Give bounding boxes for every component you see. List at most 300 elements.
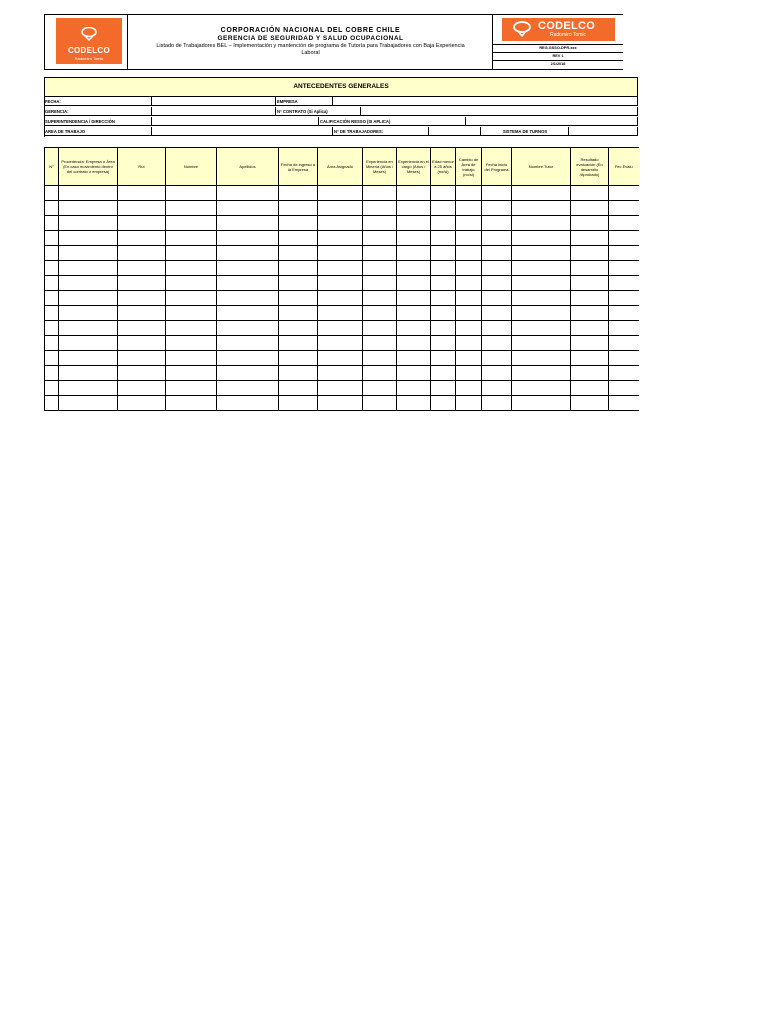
table-cell[interactable] [482, 306, 512, 321]
table-row [45, 201, 639, 216]
col-header-experiencia-mineria: Experiencia en Minería (Años / Meses) [363, 148, 397, 186]
table-cell[interactable] [431, 351, 456, 366]
table-cell[interactable] [609, 366, 639, 381]
logo-sub-text: Radomiro Tomic [550, 32, 587, 38]
table-cell[interactable] [45, 186, 59, 201]
table-cell[interactable] [45, 216, 59, 231]
field-contrato[interactable] [361, 107, 638, 116]
label-gerencia: GERENCIA: [44, 107, 152, 116]
table-cell[interactable] [456, 351, 482, 366]
col-header-numero: N° [45, 148, 59, 186]
table-cell[interactable] [482, 186, 512, 201]
table-cell[interactable] [397, 336, 431, 351]
form-left-border [44, 97, 45, 137]
table-cell[interactable] [279, 216, 318, 231]
table-row [45, 291, 639, 306]
table-cell[interactable] [166, 321, 217, 336]
table-cell[interactable] [59, 261, 118, 276]
table-cell[interactable] [318, 366, 363, 381]
corporation-title: CORPORACIÓN NACIONAL DEL COBRE CHILE [220, 27, 401, 34]
form-row [44, 117, 638, 126]
table-cell[interactable] [45, 261, 59, 276]
table-cell[interactable] [318, 186, 363, 201]
form-row [44, 127, 638, 136]
table-cell[interactable] [318, 336, 363, 351]
table-row [45, 351, 639, 366]
table-cell[interactable] [363, 291, 397, 306]
table-cell[interactable] [363, 261, 397, 276]
label-empresa: EMPRESA [276, 97, 333, 106]
table-cell[interactable] [512, 216, 571, 231]
table-cell[interactable] [609, 351, 639, 366]
table-cell[interactable] [217, 246, 279, 261]
codelco-logo-left [56, 18, 122, 64]
document-date: 2/1/2018 [550, 62, 566, 66]
table-cell[interactable] [609, 276, 639, 291]
logo-brand-text: CODELCO [538, 20, 596, 32]
table-cell[interactable] [118, 321, 166, 336]
table-cell[interactable] [45, 231, 59, 246]
table-cell[interactable] [217, 336, 279, 351]
table-cell[interactable] [456, 276, 482, 291]
codelco-logo-right [502, 18, 615, 41]
logo-brand-text: CODELCO [67, 46, 111, 55]
table-cell[interactable] [431, 201, 456, 216]
table-cell[interactable] [279, 246, 318, 261]
table-row [45, 261, 639, 276]
table-cell[interactable] [512, 381, 571, 396]
table-cell[interactable] [59, 186, 118, 201]
table-cell[interactable] [166, 261, 217, 276]
document-code: REG-GSSO-DPR-xxx [539, 46, 577, 50]
table-cell[interactable] [363, 216, 397, 231]
table-cell[interactable] [571, 291, 609, 306]
table-cell[interactable] [318, 276, 363, 291]
table-cell[interactable] [609, 231, 639, 246]
table-cell[interactable] [571, 366, 609, 381]
table-cell[interactable] [609, 246, 639, 261]
table-cell[interactable] [397, 381, 431, 396]
field-empresa[interactable] [333, 97, 638, 106]
table-cell[interactable] [609, 291, 639, 306]
table-cell[interactable] [59, 276, 118, 291]
table-cell[interactable] [279, 381, 318, 396]
codelco-emblem-icon [80, 27, 98, 41]
table-header-row [45, 148, 639, 186]
table-cell[interactable] [59, 381, 118, 396]
field-gerencia[interactable] [152, 107, 276, 116]
col-header-edad: Edad menor a 25 años (no/si) [431, 148, 456, 186]
table-cell[interactable] [45, 381, 59, 396]
table-cell[interactable] [482, 396, 512, 411]
table-cell[interactable] [431, 216, 456, 231]
table-cell[interactable] [279, 276, 318, 291]
table-cell[interactable] [512, 306, 571, 321]
table-row [45, 336, 639, 351]
table-cell[interactable] [431, 261, 456, 276]
table-cell[interactable] [59, 396, 118, 411]
document-revision: REV 1 [552, 54, 564, 58]
table-cell[interactable] [166, 381, 217, 396]
table-cell[interactable] [166, 396, 217, 411]
table-cell[interactable] [571, 201, 609, 216]
table-cell[interactable] [397, 306, 431, 321]
table-cell[interactable] [431, 366, 456, 381]
table-cell[interactable] [318, 231, 363, 246]
table-cell[interactable] [482, 291, 512, 306]
table-cell[interactable] [571, 216, 609, 231]
table-cell[interactable] [397, 186, 431, 201]
table-cell[interactable] [571, 246, 609, 261]
table-cell[interactable] [217, 351, 279, 366]
table-cell[interactable] [571, 186, 609, 201]
table-cell[interactable] [482, 261, 512, 276]
field-trabajadores[interactable] [429, 127, 481, 136]
table-cell[interactable] [59, 306, 118, 321]
table-cell[interactable] [45, 201, 59, 216]
table-cell[interactable] [482, 276, 512, 291]
table-cell[interactable] [166, 291, 217, 306]
col-header-apellidos: Apellidos [217, 148, 279, 186]
table-row [45, 306, 639, 321]
table-cell[interactable] [456, 381, 482, 396]
table-cell[interactable] [166, 351, 217, 366]
table-cell[interactable] [609, 186, 639, 201]
table-cell[interactable] [363, 231, 397, 246]
table-cell[interactable] [482, 216, 512, 231]
table-cell[interactable] [456, 396, 482, 411]
ref-divider [493, 60, 623, 61]
field-turnos[interactable] [569, 127, 638, 136]
table-cell[interactable] [318, 246, 363, 261]
table-cell[interactable] [118, 261, 166, 276]
table-cell[interactable] [279, 201, 318, 216]
table-cell[interactable] [59, 201, 118, 216]
table-cell[interactable] [512, 396, 571, 411]
table-cell[interactable] [118, 201, 166, 216]
table-row [45, 231, 639, 246]
table-cell[interactable] [166, 366, 217, 381]
table-cell[interactable] [217, 381, 279, 396]
table-cell[interactable] [318, 201, 363, 216]
table-cell[interactable] [609, 396, 639, 411]
table-cell[interactable] [318, 261, 363, 276]
table-cell[interactable] [118, 306, 166, 321]
form-row [44, 107, 638, 116]
table-cell[interactable] [609, 216, 639, 231]
table-cell[interactable] [166, 246, 217, 261]
table-cell[interactable] [512, 366, 571, 381]
table-cell[interactable] [482, 246, 512, 261]
table-cell[interactable] [59, 366, 118, 381]
table-cell[interactable] [217, 216, 279, 231]
table-cell[interactable] [318, 306, 363, 321]
table-row [45, 276, 639, 291]
table-cell[interactable] [456, 366, 482, 381]
table-cell[interactable] [397, 261, 431, 276]
table-cell[interactable] [166, 201, 217, 216]
col-header-nombre: Nombre [166, 148, 217, 186]
table-cell[interactable] [217, 261, 279, 276]
table-cell[interactable] [482, 351, 512, 366]
table-cell[interactable] [45, 276, 59, 291]
table-cell[interactable] [59, 351, 118, 366]
table-cell[interactable] [279, 396, 318, 411]
table-cell[interactable] [217, 306, 279, 321]
table-cell[interactable] [59, 291, 118, 306]
table-cell[interactable] [363, 186, 397, 201]
table-cell[interactable] [431, 306, 456, 321]
col-header-fecha-ingreso: Fecha de ingreso a la Empresa [279, 148, 318, 186]
table-cell[interactable] [571, 381, 609, 396]
table-cell[interactable] [431, 231, 456, 246]
table-cell[interactable] [431, 186, 456, 201]
table-body [45, 186, 639, 411]
table-cell[interactable] [609, 201, 639, 216]
table-row [45, 246, 639, 261]
table-cell[interactable] [571, 231, 609, 246]
table-cell[interactable] [363, 276, 397, 291]
table-cell[interactable] [397, 276, 431, 291]
table-cell[interactable] [45, 321, 59, 336]
table-cell[interactable] [431, 291, 456, 306]
table-cell[interactable] [397, 366, 431, 381]
table-cell[interactable] [456, 321, 482, 336]
table-cell[interactable] [279, 291, 318, 306]
table-cell[interactable] [279, 351, 318, 366]
table-cell[interactable] [456, 336, 482, 351]
table-cell[interactable] [512, 291, 571, 306]
col-header-cambio-area: Cambio de Área de trabajo (no/si) [456, 148, 482, 186]
label-superintendencia: SUPERINTENDENCIA / DIRECCIÓN [44, 117, 152, 126]
table-cell[interactable] [397, 351, 431, 366]
label-turnos: SISTEMA DE TURNOS [481, 127, 569, 136]
table-cell[interactable] [279, 366, 318, 381]
table-cell[interactable] [512, 351, 571, 366]
table-cell[interactable] [118, 396, 166, 411]
table-cell[interactable] [397, 291, 431, 306]
table-cell[interactable] [397, 246, 431, 261]
table-cell[interactable] [456, 291, 482, 306]
label-area: AREA DE TRABAJO [44, 127, 152, 136]
table-cell[interactable] [217, 291, 279, 306]
table-cell[interactable] [571, 276, 609, 291]
table-cell[interactable] [45, 396, 59, 411]
col-header-rut: Rut [118, 148, 166, 186]
field-fecha[interactable] [152, 97, 276, 106]
table-row [45, 381, 639, 396]
table-cell[interactable] [456, 261, 482, 276]
table-cell[interactable] [431, 246, 456, 261]
table-cell[interactable] [512, 321, 571, 336]
table-cell[interactable] [363, 336, 397, 351]
table-cell[interactable] [482, 231, 512, 246]
table-cell[interactable] [571, 261, 609, 276]
table-cell[interactable] [118, 336, 166, 351]
col-header-area-asignado: Área Asignado [318, 148, 363, 186]
table-cell[interactable] [318, 351, 363, 366]
table-cell[interactable] [318, 291, 363, 306]
table-cell[interactable] [512, 276, 571, 291]
table-cell[interactable] [166, 216, 217, 231]
table-cell[interactable] [456, 246, 482, 261]
table-cell[interactable] [45, 306, 59, 321]
table-cell[interactable] [431, 336, 456, 351]
ref-divider [493, 52, 623, 53]
table-cell[interactable] [59, 231, 118, 246]
form-row [44, 97, 638, 106]
table-cell[interactable] [166, 306, 217, 321]
codelco-emblem-icon [512, 21, 532, 37]
table-cell[interactable] [118, 216, 166, 231]
table-cell[interactable] [397, 216, 431, 231]
table-cell[interactable] [279, 231, 318, 246]
table-cell[interactable] [431, 381, 456, 396]
department-title: GERENCIA DE SEGURIDAD Y SALUD OCUPACIONAL [217, 35, 404, 42]
table-cell[interactable] [609, 381, 639, 396]
table-cell[interactable] [456, 201, 482, 216]
table-cell[interactable] [431, 321, 456, 336]
table-cell[interactable] [217, 276, 279, 291]
col-header-experiencia-cargo: Experiencia en el cargo (Años / Meses) [397, 148, 431, 186]
table-cell[interactable] [166, 336, 217, 351]
table-cell[interactable] [456, 231, 482, 246]
table-cell[interactable] [363, 351, 397, 366]
table-cell[interactable] [571, 321, 609, 336]
label-contrato: N° CONTRATO (Si Aplica) [276, 107, 361, 116]
table-cell[interactable] [609, 321, 639, 336]
table-cell[interactable] [571, 351, 609, 366]
table-cell[interactable] [397, 231, 431, 246]
table-cell[interactable] [118, 351, 166, 366]
col-header-fecha-evaluacion: Fec Evalu [609, 148, 639, 186]
table-cell[interactable] [609, 261, 639, 276]
table-cell[interactable] [431, 396, 456, 411]
table-cell[interactable] [512, 231, 571, 246]
table-cell[interactable] [166, 231, 217, 246]
table-cell[interactable] [45, 246, 59, 261]
table-cell[interactable] [363, 366, 397, 381]
table-cell[interactable] [571, 336, 609, 351]
col-header-procedencia: Procedencia: Empresa o Área (En caso movimiento dentro del contrato o empresa) [59, 148, 118, 186]
table-cell[interactable] [318, 381, 363, 396]
document-subtitle: Listado de Trabajadores BEL – Implementación y mantención de programa de Tutoría para Trabajadores con Baja Experiencia Laboral [156, 43, 465, 56]
workers-table [44, 147, 639, 411]
table-row [45, 216, 639, 231]
table-cell[interactable] [571, 306, 609, 321]
table-cell[interactable] [59, 246, 118, 261]
table-cell[interactable] [609, 306, 639, 321]
label-fecha: FECHA: [44, 97, 152, 106]
table-cell[interactable] [318, 321, 363, 336]
table-cell[interactable] [45, 336, 59, 351]
table-cell[interactable] [118, 366, 166, 381]
table-cell[interactable] [482, 201, 512, 216]
table-cell[interactable] [512, 261, 571, 276]
table-cell[interactable] [59, 321, 118, 336]
table-cell[interactable] [456, 216, 482, 231]
table-cell[interactable] [363, 246, 397, 261]
table-cell[interactable] [279, 261, 318, 276]
table-cell[interactable] [118, 246, 166, 261]
table-cell[interactable] [217, 201, 279, 216]
table-cell[interactable] [118, 276, 166, 291]
table-cell[interactable] [118, 186, 166, 201]
col-header-resultado: Resultado evaluación (En desarrollo /Aprobado) [571, 148, 609, 186]
table-cell[interactable] [217, 396, 279, 411]
col-header-fecha-inicio: Fecha inicio del Programa [482, 148, 512, 186]
title-cell [128, 14, 493, 70]
table-cell[interactable] [118, 381, 166, 396]
table-cell[interactable] [512, 186, 571, 201]
table-cell[interactable] [279, 306, 318, 321]
table-cell[interactable] [166, 186, 217, 201]
table-cell[interactable] [482, 321, 512, 336]
table-cell[interactable] [45, 291, 59, 306]
table-cell[interactable] [363, 381, 397, 396]
table-cell[interactable] [482, 336, 512, 351]
table-cell[interactable] [456, 186, 482, 201]
table-cell[interactable] [118, 231, 166, 246]
table-cell[interactable] [217, 321, 279, 336]
table-cell[interactable] [397, 396, 431, 411]
field-superintendencia[interactable] [152, 117, 319, 126]
field-area[interactable] [152, 127, 333, 136]
table-cell[interactable] [318, 396, 363, 411]
table-row [45, 396, 639, 411]
table-cell[interactable] [397, 321, 431, 336]
table-cell[interactable] [571, 396, 609, 411]
table-cell[interactable] [512, 246, 571, 261]
table-cell[interactable] [217, 231, 279, 246]
table-cell[interactable] [512, 201, 571, 216]
table-cell[interactable] [217, 366, 279, 381]
col-header-nombre-tutor: Nombre Tutor [512, 148, 571, 186]
logo-sub-text: Radomiro Tomic [74, 56, 104, 61]
table-cell[interactable] [609, 336, 639, 351]
field-calificacion[interactable] [466, 117, 638, 126]
label-trabajadores: N° DE TRABAJADORES: [333, 127, 429, 136]
table-cell[interactable] [45, 351, 59, 366]
table-cell[interactable] [166, 276, 217, 291]
table-cell[interactable] [59, 336, 118, 351]
table-cell[interactable] [118, 291, 166, 306]
label-calificacion: CALIFICACIÓN RESSO (SI APLICA) [319, 117, 466, 126]
table-cell[interactable] [397, 201, 431, 216]
table-cell[interactable] [279, 186, 318, 201]
ref-divider [493, 44, 623, 45]
table-cell[interactable] [279, 336, 318, 351]
table-cell[interactable] [512, 336, 571, 351]
table-row [45, 186, 639, 201]
table-cell[interactable] [482, 381, 512, 396]
table-cell[interactable] [59, 216, 118, 231]
table-row [45, 321, 639, 336]
table-cell[interactable] [363, 306, 397, 321]
section-title: ANTECEDENTES GENERALES [44, 77, 638, 97]
table-row [45, 366, 639, 381]
table-cell[interactable] [456, 306, 482, 321]
table-cell[interactable] [45, 366, 59, 381]
table-cell[interactable] [363, 321, 397, 336]
table-cell[interactable] [318, 216, 363, 231]
table-cell[interactable] [217, 186, 279, 201]
table-cell[interactable] [363, 201, 397, 216]
table-cell[interactable] [482, 366, 512, 381]
table-cell[interactable] [363, 396, 397, 411]
table-cell[interactable] [431, 276, 456, 291]
table-cell[interactable] [279, 321, 318, 336]
